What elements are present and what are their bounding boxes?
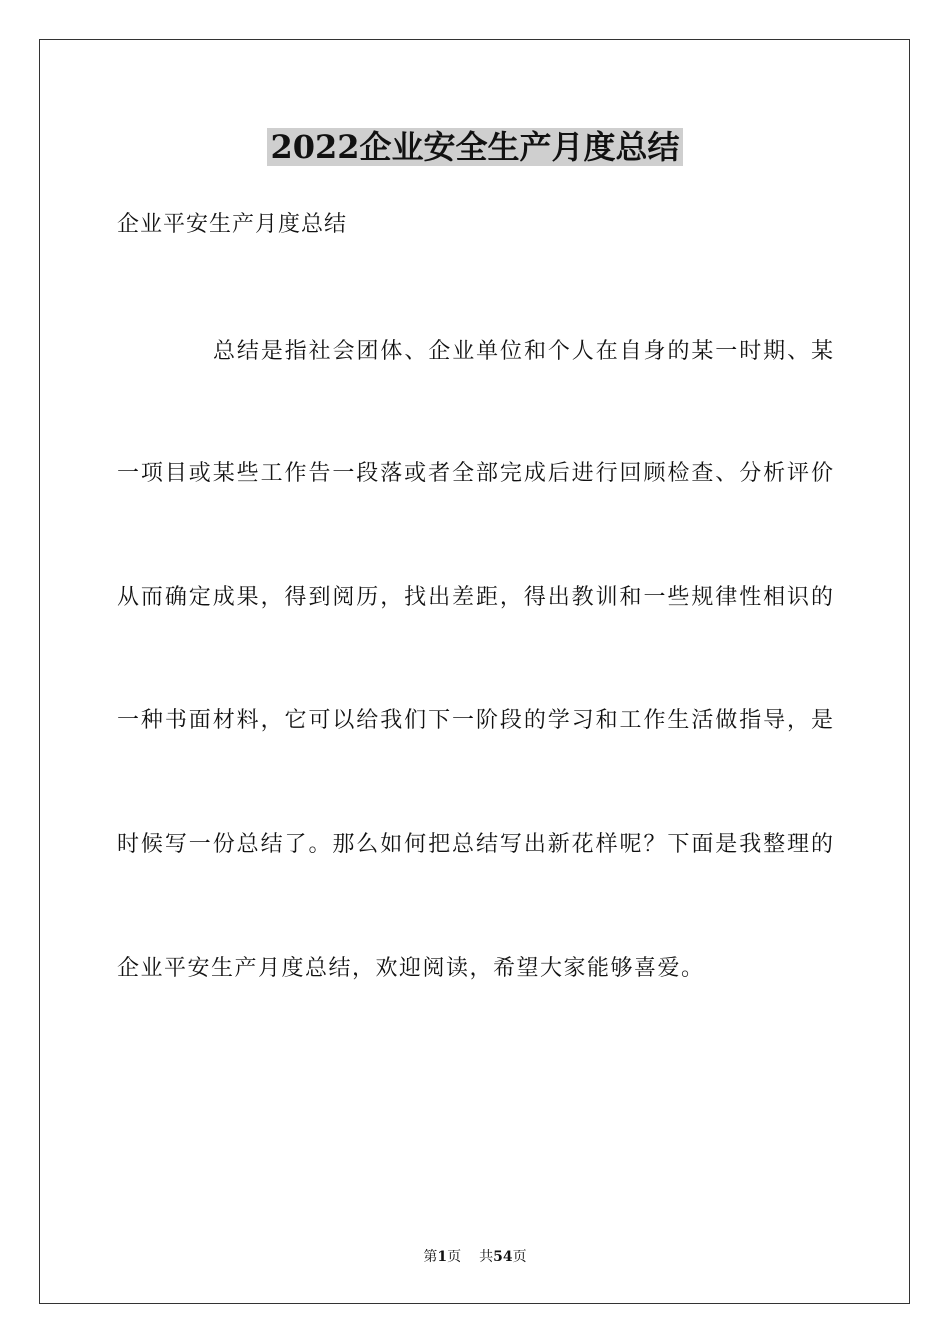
paragraph-line: 时候写一份总结了。那么如何把总结写出新花样呢？下面是我整理的: [117, 832, 833, 857]
total-prefix: 共: [479, 1249, 494, 1265]
document-title-text: 2022企业安全生产月度总结: [267, 128, 682, 166]
page-suffix: 页: [447, 1249, 462, 1265]
page-footer: [0, 1247, 950, 1267]
page-prefix: 第: [423, 1249, 438, 1265]
document-title: [0, 125, 950, 169]
document-subtitle: 企业平安生产月度总结: [117, 212, 348, 237]
paragraph-line: 从而确定成果，得到阅历，找出差距，得出教训和一些规律性相识的: [117, 585, 833, 610]
paragraph-line: 一种书面材料，它可以给我们下一阶段的学习和工作生活做指导，是: [117, 708, 833, 733]
paragraph-line: 企业平安生产月度总结，欢迎阅读，希望大家能够喜爱。: [117, 956, 705, 981]
page-number: 1: [437, 1249, 448, 1265]
total-pages: 54: [493, 1249, 513, 1265]
total-suffix: 页: [512, 1249, 527, 1265]
paragraph-line: 一项目或某些工作告一段落或者全部完成后进行回顾检查、分析评价: [117, 461, 833, 486]
paragraph-line: 总结是指社会团体、企业单位和个人在自身的某一时期、某: [213, 339, 833, 364]
